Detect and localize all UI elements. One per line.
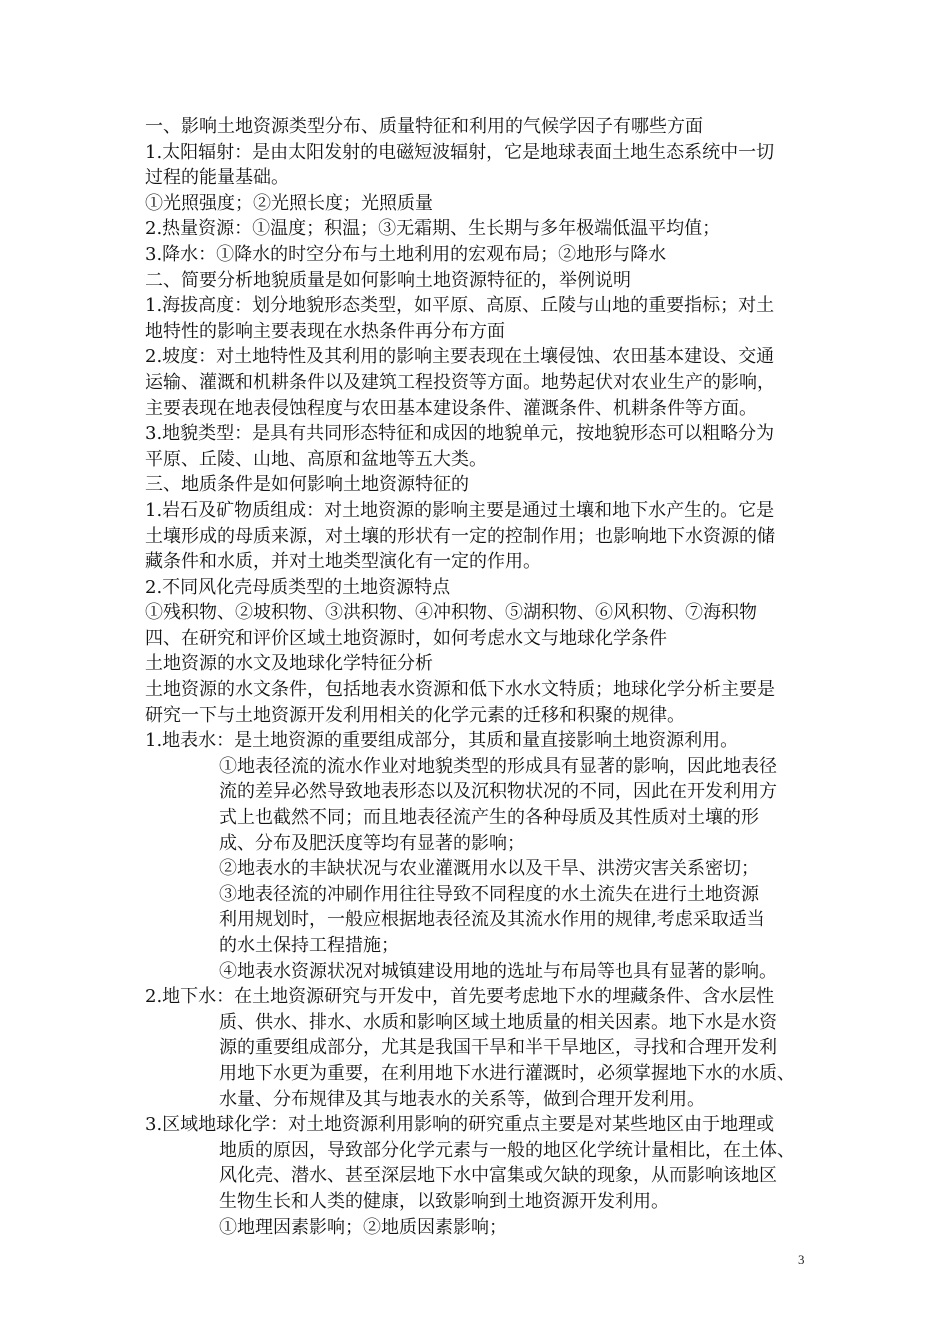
text-line: 式上也截然不同；而且地表径流产生的各种母质及其性质对土壤的形 (219, 807, 759, 829)
text-line: 3.区域地球化学：对土地资源利用影响的研究重点主要是对某些地区由于地理或 (145, 1114, 775, 1136)
text-line: 1.海拔高度：划分地貌形态类型，如平原、高原、丘陵与山地的重要指标；对土 (145, 295, 775, 317)
page-number: 3 (798, 1252, 805, 1267)
text-line: ④地表水资源状况对城镇建设用地的选址与布局等也具有显著的影响。 (219, 960, 777, 982)
text-line: 质、供水、排水、水质和影响区域土地质量的相关因素。地下水是水资 (219, 1011, 777, 1033)
text-line: 1.地表水：是土地资源的重要组成部分，其质和量直接影响土地资源利用。 (145, 730, 739, 752)
text-line: 利用规划时，一般应根据地表径流及其流水作用的规律,考虑采取适当 (219, 909, 765, 931)
document-body (145, 114, 825, 1240)
text-line: 成、分布及肥沃度等均有显著的影响； (219, 832, 525, 854)
text-line: 地特性的影响主要表现在水热条件再分布方面 (145, 320, 505, 342)
text-line: 1.岩石及矿物质组成：对土地资源的影响主要是通过土壤和地下水产生的。它是 (145, 499, 775, 521)
text-line: 2.坡度：对土地特性及其利用的影响主要表现在土壤侵蚀、农田基本建设、交通 (145, 346, 775, 368)
text-line: 水量、分布规律及其与地表水的关系等，做到合理开发利用。 (219, 1088, 705, 1110)
text-line: 2.不同风化壳母质类型的土地资源特点 (145, 576, 451, 598)
text-line: 主要表现在地表侵蚀程度与农田基本建设条件、灌溉条件、机耕条件等方面。 (145, 397, 757, 419)
text-line: 生物生长和人类的健康，以致影响到土地资源开发利用。 (219, 1190, 669, 1212)
text-line: 地质的原因，导致部分化学元素与一般的地区化学统计量相比，在土体、 (219, 1139, 795, 1161)
text-line: 土地资源的水文及地球化学特征分析 (145, 653, 433, 675)
text-line: 用地下水更为重要，在利用地下水进行灌溉时，必须掌握地下水的水质、 (219, 1062, 795, 1084)
text-line: 研究一下与土地资源开发利用相关的化学元素的迁移和积聚的规律。 (145, 704, 685, 726)
text-line: 四、在研究和评价区域土地资源时，如何考虑水文与地球化学条件 (145, 627, 667, 649)
text-line: 过程的能量基础。 (145, 167, 289, 189)
text-line: 风化壳、潜水、甚至深层地下水中富集或欠缺的现象，从而影响该地区 (219, 1165, 777, 1187)
text-line: ③地表径流的冲刷作用往往导致不同程度的水土流失在进行土地资源 (219, 883, 759, 905)
text-line: ①地理因素影响；②地质因素影响； (219, 1216, 507, 1238)
text-line: 3.地貌类型：是具有共同形态特征和成因的地貌单元，按地貌形态可以粗略分为 (145, 423, 775, 445)
text-line: 二、简要分析地貌质量是如何影响土地资源特征的，举例说明 (145, 269, 631, 291)
text-line: 流的差异必然导致地表形态以及沉积物状况的不同，因此在开发利用方 (219, 781, 777, 803)
text-line: ①光照强度；②光照长度；光照质量 (145, 192, 433, 214)
text-line: 运输、灌溉和机耕条件以及建筑工程投资等方面。地势起伏对农业生产的影响， (145, 371, 775, 393)
text-line: 平原、丘陵、山地、高原和盆地等五大类。 (145, 448, 487, 470)
text-line: ①残积物、②坡积物、③洪积物、④冲积物、⑤湖积物、⑥风积物、⑦海积物 (145, 602, 757, 624)
text-line: 土壤形成的母质来源，对土壤的形状有一定的控制作用；也影响地下水资源的储 (145, 525, 775, 547)
text-line: 3.降水：①降水的时空分布与土地利用的宏观布局；②地形与降水 (145, 243, 667, 265)
text-line: ②地表水的丰缺状况与农业灌溉用水以及干旱、洪涝灾害关系密切； (219, 858, 759, 880)
text-line: 一、影响土地资源类型分布、质量特征和利用的气候学因子有哪些方面 (145, 116, 703, 137)
text-line: 藏条件和水质，并对土地类型演化有一定的作用。 (145, 551, 541, 573)
text-line: 三、地质条件是如何影响土地资源特征的 (145, 474, 469, 496)
text-line: 2.地下水：在土地资源研究与开发中，首先要考虑地下水的埋藏条件、含水层性 (145, 986, 775, 1008)
text-line: 1.太阳辐射：是由太阳发射的电磁短波辐射，它是地球表面土地生态系统中一切 (145, 141, 775, 163)
text-line: 的水土保持工程措施； (219, 935, 399, 956)
text-line: 土地资源的水文条件，包括地表水资源和低下水水文特质；地球化学分析主要是 (145, 679, 775, 701)
text-line: 2.热量资源：①温度；积温；③无霜期、生长期与多年极端低温平均值； (145, 218, 721, 240)
text-line: ①地表径流的流水作业对地貌类型的形成具有显著的影响，因此地表径 (219, 755, 777, 777)
text-line: 源的重要组成部分，尤其是我国干旱和半干旱地区，寻找和合理开发利 (219, 1037, 777, 1059)
